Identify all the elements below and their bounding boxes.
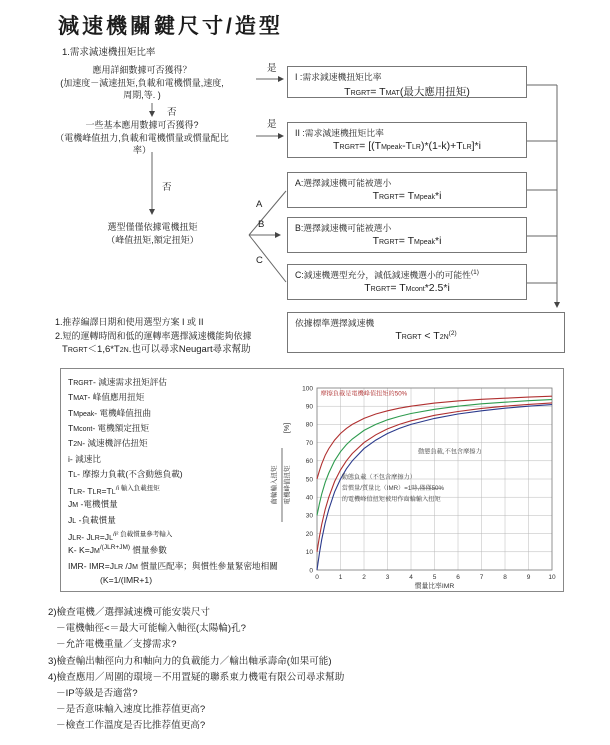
checklist-line: 3)檢查輸出軸徑向力和軸向力的負載能力／輸出軸承壽命(如果可能) (48, 655, 332, 667)
selection-checklist (0, 605, 610, 735)
page-title: 減速機關鍵尺寸/造型 (58, 15, 283, 38)
svg-text:摩擦負載是電機峰值扭矩的50%: 摩擦負載是電機峰值扭矩的50% (320, 390, 408, 398)
svg-text:動態負載（不包含摩擦力）: 動態負載（不包含摩擦力） (341, 474, 416, 481)
flow-box-standard-title: 依據標準選擇減速機 (295, 318, 375, 328)
legend-row: TL- 摩擦力負載(不含動態負載) (68, 468, 183, 479)
flow-box-case2-title: II :需求減速機扭矩比率 (295, 128, 384, 138)
flow-box-a-title: A:選擇減速機可能被選小 (295, 178, 392, 188)
svg-text:慣量比率IMR: 慣量比率IMR (414, 583, 455, 590)
flow-box-case1 (287, 66, 527, 98)
flow-box-a (287, 172, 527, 208)
svg-text:70: 70 (305, 439, 313, 447)
svg-text:10: 10 (548, 574, 556, 581)
no-label: 否 (162, 182, 172, 193)
legend-row: TLR- $TLR=TL^{/i 輸入負載扭矩}$ (68, 485, 160, 497)
legend-row: TMpeak- 電機峰值扭曲 (68, 407, 152, 418)
svg-text:10: 10 (305, 549, 313, 557)
svg-text:60: 60 (305, 458, 313, 466)
footnote-2-formula: TRGRT＜1,6*T2N.也可以尋求Neugart尋求幫助 (62, 344, 251, 355)
svg-text:5: 5 (432, 574, 437, 581)
flow-box-b-title: B:選擇減速機可能被選小 (295, 223, 392, 233)
legend-row: JLR- $JLR=JL^{/i^2 負載慣量參考輸入}$ (68, 531, 173, 542)
fallback-line: （峰值扭矩,額定扭矩） (106, 235, 199, 245)
legend-row: i- 減速比 (68, 453, 101, 464)
checklist-line: 2)檢查電機／選擇減速機可能安裝尺寸 (48, 607, 211, 618)
fallback-line: 選型僅僅依據電機扭矩 (107, 222, 198, 232)
decision-detailed-data (18, 64, 266, 102)
svg-text:0: 0 (309, 567, 313, 575)
checklist-line: －是否意味輸入速度比推荐值更高? (56, 704, 206, 716)
flow-box-case1-title: I :需求減速機扭矩比率 (295, 72, 382, 82)
svg-text:動態負載,不包含摩擦力: 動態負載,不包含摩擦力 (418, 448, 482, 456)
svg-text:的電機峰值扭矩被用作齒輪輸入扭矩: 的電機峰值扭矩被用作齒輪輸入扭矩 (341, 495, 441, 503)
fallback-node (70, 221, 235, 247)
section-heading: 1.需求減速機扭矩比率 (62, 47, 156, 58)
svg-text:7: 7 (479, 574, 484, 581)
legend-row: JL -負載慣量 (68, 514, 116, 525)
flow-box-c (287, 264, 527, 300)
flow-box-case2 (287, 122, 527, 158)
svg-text:8: 8 (503, 574, 507, 581)
branch-c-label: C (256, 255, 263, 266)
decision-line: 應用詳細數據可否獲得？ (92, 65, 192, 75)
flow-box-a-formula: TRGRT= TMpeak*i (372, 190, 442, 202)
checklist-line: －電機軸徑<＝最大可能輸入軸徑(太陽輪)孔? (56, 623, 247, 635)
svg-text:100: 100 (302, 385, 313, 393)
svg-text:80: 80 (305, 421, 313, 429)
footnote-1: 1.推荐編譯日期和使用選型方案 I 或 II (55, 317, 204, 327)
legend-row: K- $K=JM^{/(JLR+JM)}$ 慣量參數 (68, 544, 167, 556)
flow-box-case1-formula: TRGRT= TMAT(最大應用扭矩) (344, 86, 470, 98)
svg-text:2: 2 (362, 574, 366, 581)
flow-box-b-formula: TRGRT= TMpeak*i (372, 235, 442, 247)
svg-text:50: 50 (305, 476, 313, 484)
svg-text:90: 90 (305, 403, 313, 411)
legend-row: JM -電機慣量 (68, 499, 118, 510)
svg-text:9: 9 (526, 574, 531, 581)
svg-text:[%]: [%] (284, 422, 291, 434)
yes-label: 是 (267, 63, 277, 74)
svg-text:0: 0 (315, 574, 319, 581)
legend-row: (K=1/(IMR+1) (100, 574, 153, 585)
svg-text:20: 20 (305, 530, 313, 538)
flow-box-case2-formula: TRGRT= [(TMpeak-TLR)*(1-k)+TLR]*i (333, 140, 481, 152)
decision-basic-data (18, 119, 266, 157)
footnotes (55, 316, 252, 358)
legend-row: TMAT- 峰值應用扭矩 (68, 392, 145, 403)
svg-text:電機峰值扭矩: 電機峰值扭矩 (284, 465, 291, 505)
legend-row: IMR- IMR=JLR /JM 慣量匹配率；與慣性參量緊密地相關 (68, 560, 278, 571)
branch-a-label: A (256, 199, 263, 210)
flow-box-c-formula: TRGRT= TMcont*2.5*i (364, 282, 450, 294)
no-label: 否 (167, 107, 177, 118)
flow-box-b (287, 217, 527, 253)
checklist-line: 4)檢查應用／周圍的環境－不用置疑的聯系東力機電有限公司尋求幫助 (48, 671, 345, 683)
branch-b-label: B (258, 219, 265, 230)
decision-line: 率） (132, 145, 151, 155)
decision-line: （電機峰值扭力,負載和電機慣量或慣量配比 (55, 132, 229, 143)
flow-box-c-title: C:減速機選型充分，減低減速機選小的可能性$^{(1)}$ (295, 269, 479, 280)
decision-line: 周期,等. ) (123, 90, 161, 100)
checklist-line: －IP等級是否適當? (56, 688, 138, 700)
legend-row: T2N- 減速機評估扭矩 (68, 438, 148, 449)
svg-text:40: 40 (305, 494, 313, 502)
svg-text:齒輪輸入扭矩: 齒輪輸入扭矩 (271, 465, 278, 505)
flow-box-standard-selection (287, 312, 565, 353)
checklist-line: －允許電機重量／支撐需求? (56, 639, 177, 651)
torque-ratio-chart (265, 370, 565, 594)
flow-box-standard-formula: TRGRT < $T2N^{(2)}$ (395, 330, 457, 342)
legend-row: TRGRT- 減速需求扭矩評估 (68, 377, 167, 387)
legend-row: TMcont- 電機額定扭矩 (68, 422, 150, 433)
decision-line: 一些基本應用數據可否獲得? (85, 120, 199, 130)
checklist-line: －檢查工作溫度是否比推荐值更高? (56, 720, 206, 732)
svg-text:3: 3 (385, 574, 390, 581)
svg-text:當慣量/質量比（IMR）=1時,僅僅50%: 當慣量/質量比（IMR）=1時,僅僅50% (341, 484, 444, 492)
svg-text:4: 4 (409, 574, 413, 581)
svg-text:1: 1 (338, 574, 343, 581)
svg-text:30: 30 (305, 512, 313, 520)
svg-text:6: 6 (456, 574, 460, 581)
decision-line: (加速度－減速扭矩,負載和電機慣量,速度, (60, 77, 224, 88)
yes-label: 是 (267, 119, 277, 130)
footnote-2: 2.短的運轉時間和低的運轉率選擇減速機能夠依據 (55, 330, 252, 341)
